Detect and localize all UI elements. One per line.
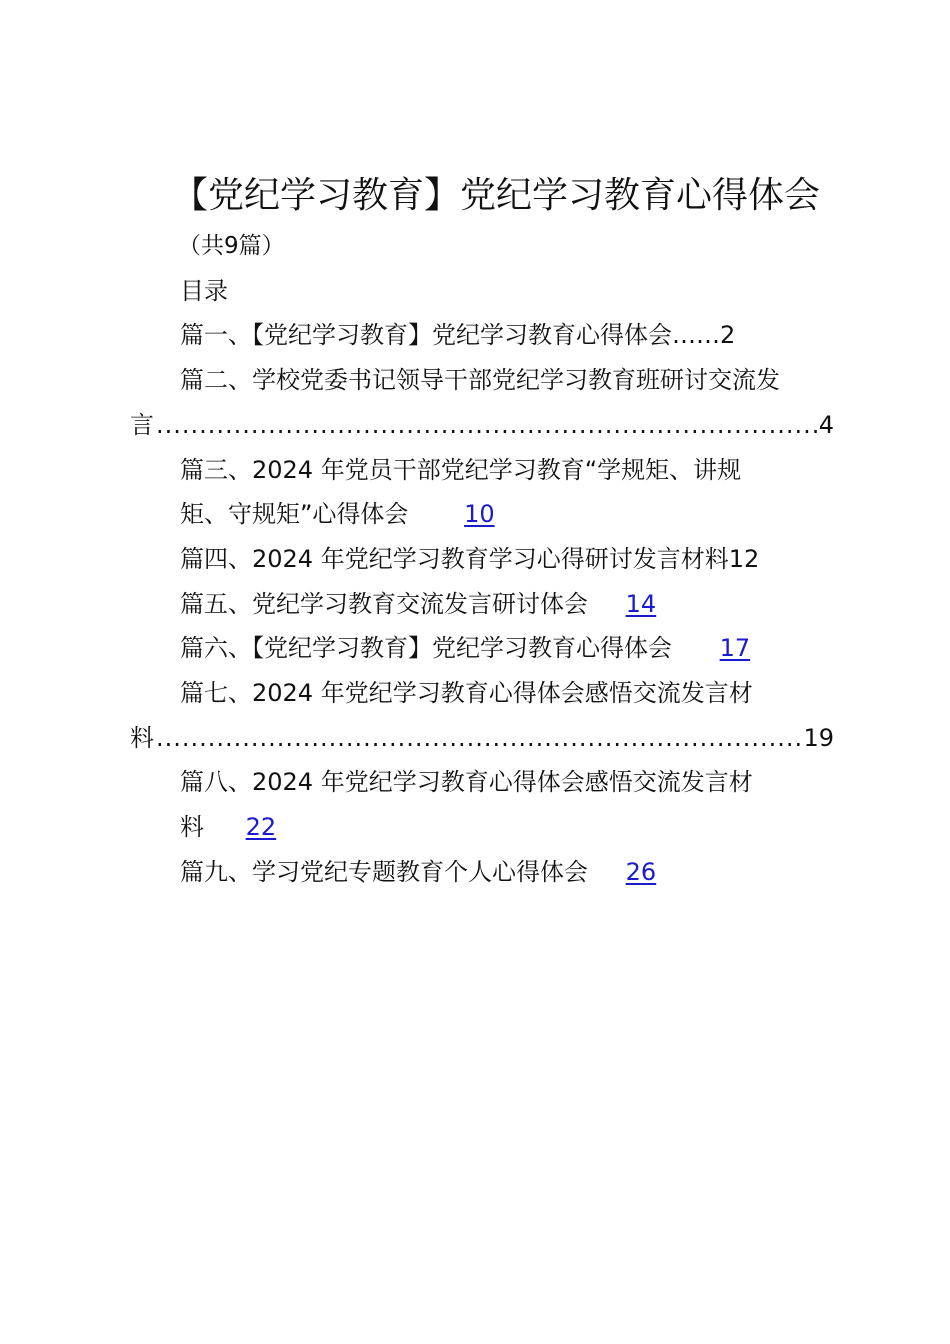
toc-item-9[interactable] — [180, 855, 656, 889]
toc-item-8-line1[interactable]: 篇八、2024 年党纪学习教育心得体会感悟交流发言材 — [180, 768, 753, 796]
toc-item-5-page-link[interactable]: 14 — [625, 590, 657, 618]
toc-item-9-page-link[interactable]: 26 — [625, 858, 657, 886]
toc-item-1-text: 篇一、【党纪学习教育】党纪学习教育心得体会…… — [180, 321, 720, 349]
toc-item-8-page-link[interactable]: 22 — [245, 813, 277, 841]
toc-item-7-page: 19 — [803, 724, 834, 752]
toc-item-7-continuation: 料 — [130, 724, 154, 752]
toc-item-7-line1[interactable]: 篇七、2024 年党纪学习教育心得体会感悟交流发言材 — [180, 679, 753, 707]
toc-item-3-line2[interactable] — [180, 497, 495, 531]
toc-item-6-text: 篇六、【党纪学习教育】党纪学习教育心得体会 — [180, 634, 672, 662]
toc-item-9-text: 篇九、学习党纪专题教育个人心得体会 — [180, 858, 588, 886]
toc-item-3-page-link[interactable]: 10 — [464, 500, 495, 528]
toc-item-6-page-link[interactable]: 17 — [719, 634, 751, 662]
toc-item-5[interactable] — [180, 587, 656, 621]
toc-item-2-line1[interactable]: 篇二、学校党委书记领导干部党纪学习教育班研讨交流发 — [180, 366, 780, 394]
document-subtitle: （共9篇） — [178, 233, 285, 259]
toc-item-2-line2[interactable] — [130, 408, 834, 442]
toc-item-7-line2[interactable] — [130, 721, 834, 755]
toc-item-4-page: 12 — [728, 545, 760, 573]
toc-heading: 目录 — [180, 277, 228, 305]
toc-item-6[interactable] — [180, 631, 750, 665]
toc-item-4-text: 篇四、2024 年党纪学习教育学习心得研讨发言材料 — [180, 545, 729, 573]
document-title: 【党纪学习教育】党纪学习教育心得体会 — [172, 175, 821, 216]
toc-item-3-line1[interactable]: 篇三、2024 年党员干部党纪学习教育“学规矩、讲规 — [180, 456, 742, 484]
toc-leader-dots — [156, 721, 801, 755]
toc-item-4[interactable] — [180, 542, 759, 576]
toc-item-3-continuation: 矩、守规矩”心得体会 — [180, 500, 409, 528]
toc-item-1-page: 2 — [720, 321, 736, 349]
toc-item-8-continuation: 料 — [180, 813, 204, 841]
toc-item-8-line2[interactable] — [180, 810, 276, 844]
toc-item-2-page: 4 — [818, 411, 834, 439]
toc-leader-dots — [156, 408, 817, 442]
toc-item-2-continuation: 言 — [130, 411, 154, 439]
toc-item-5-text: 篇五、党纪学习教育交流发言研讨体会 — [180, 590, 588, 618]
toc-item-1[interactable] — [180, 318, 735, 352]
